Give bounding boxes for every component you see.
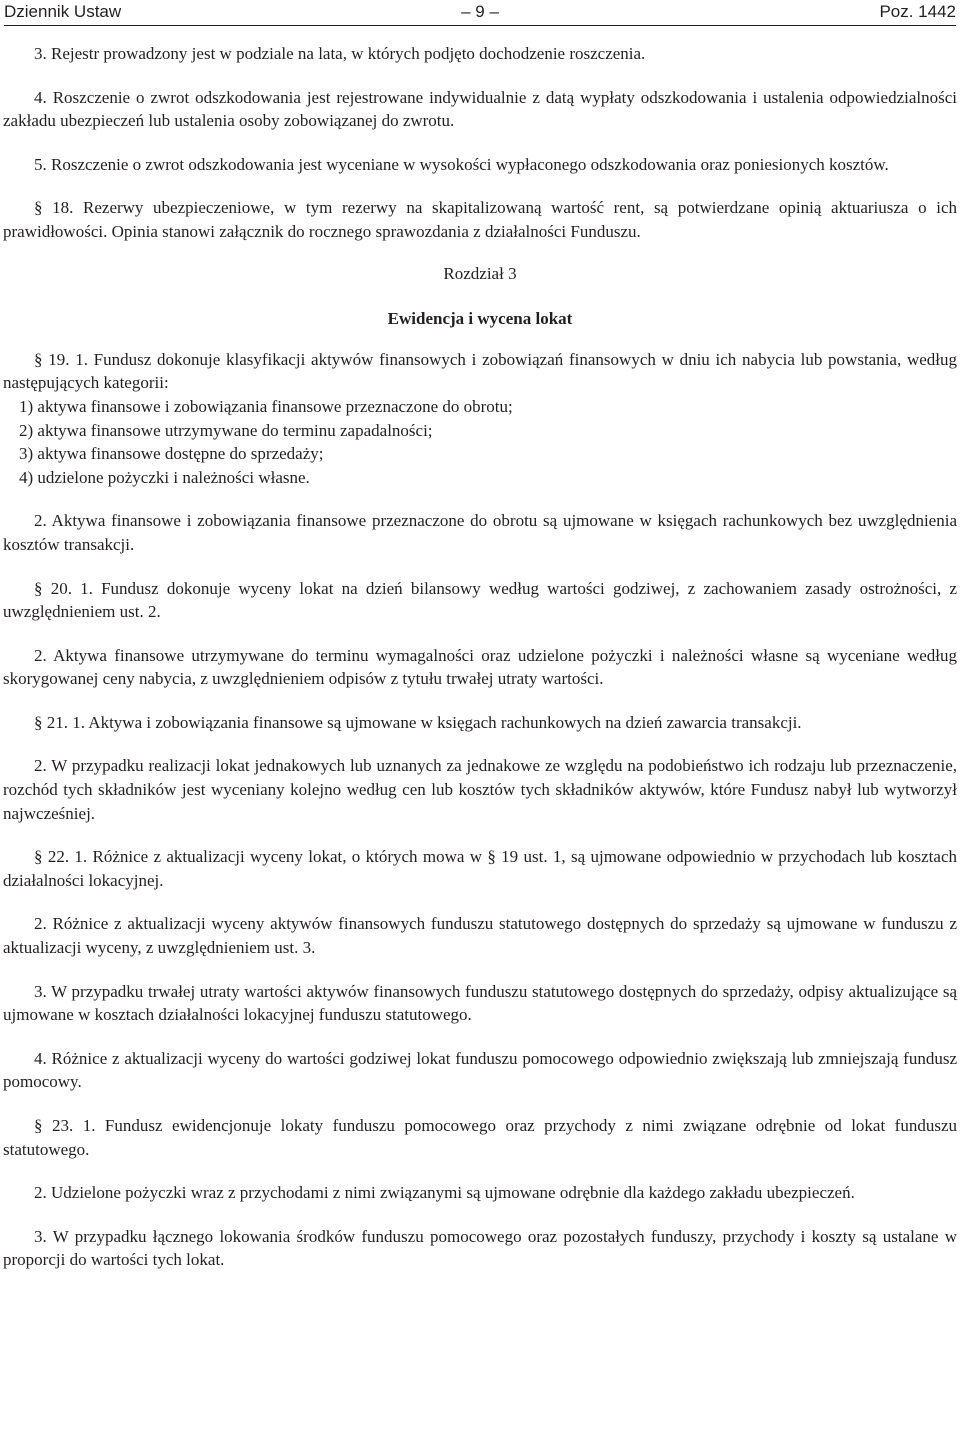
paragraph: 2. Aktywa finansowe i zobowiązania finansowe przeznaczone do obrotu są ujmowane w księgach rachunkowych bez uwzględnienia kosztów transakcji. xyxy=(3,511,957,554)
list-item: 1) aktywa finansowe i zobowiązania finansowe przeznaczone do obrotu; xyxy=(19,396,513,416)
paragraph: § 23. 1. Fundusz ewidencjonuje lokaty funduszu pomocowego oraz przychody z nimi związane odrębnie od lokat funduszu statutowego. xyxy=(3,1116,957,1159)
paragraph: § 18. Rezerwy ubezpieczeniowe, w tym rezerwy na skapitalizowaną wartość rent, są potwierdzane opinią aktuariusza o ich prawidłowości. Opinia stanowi załącznik do rocznego sprawozdania z działalności Funduszu. xyxy=(3,198,957,241)
page-number: – 9 – xyxy=(461,2,499,21)
header-rule xyxy=(4,25,956,26)
paragraph: 3. Rejestr prowadzony jest w podziale na lata, w których podjęto dochodzenie roszczenia. xyxy=(34,44,646,63)
paragraph: § 19. 1. Fundusz dokonuje klasyfikacji aktywów finansowych i zobowiązań finansowych w dniu ich nabycia lub powstania, według następujących kategorii: xyxy=(3,349,957,393)
paragraph: 4. Roszczenie o zwrot odszkodowania jest rejestrowane indywidualnie z datą wypłaty odszkodowania i ustalenia odpowiedzialności zakładu ubezpieczeń lub ustalenia osoby zobowiązanej do zwrotu. xyxy=(3,87,957,131)
paragraph: § 22. 1. Różnice z aktualizacji wyceny lokat, o których mowa w § 19 ust. 1, są ujmowane odpowiednio w przychodach lub kosztach działalności lokacyjnej. xyxy=(3,847,957,890)
paragraph: § 20. 1. Fundusz dokonuje wyceny lokat na dzień bilansowy według wartości godziwej, z zachowaniem zasady ostrożności, z uwzględnieniem ust. 2. xyxy=(3,578,957,622)
document-body xyxy=(3,42,957,1272)
list-item: 3) aktywa finansowe dostępne do sprzedaży; xyxy=(19,444,324,464)
paragraph: 3. W przypadku łącznego lokowania środków funduszu pomocowego oraz pozostałych funduszy, przychody i koszty są ustalane w proporcji do wartości tych lokat. xyxy=(3,1226,957,1270)
paragraph: 2. Aktywa finansowe utrzymywane do terminu wymagalności oraz udzielone pożyczki i należności własne są wyceniane według skorygowanej ceny nabycia, z uwzględnieniem odpisów z tytułu trwałej utraty wartości. xyxy=(3,645,957,689)
paragraph: 4. Różnice z aktualizacji wyceny do wartości godziwej lokat funduszu pomocowego odpowiednio zwiększają lub zmniejszają fundusz pomocowy. xyxy=(3,1048,957,1092)
paragraph: 3. W przypadku trwałej utraty wartości aktywów finansowych funduszu statutowego dostępnych do sprzedaży, odpisy aktualizujące są ujmowane w kosztach działalności lokacyjnej funduszu statutowego. xyxy=(3,981,957,1025)
paragraph: 2. W przypadku realizacji lokat jednakowych lub uznanych za jednakowe ze względu na podobieństwo ich rodzaju lub przeznaczenie, rozchód tych składników jest wyceniany kolejno według cen lub kosztów tych składników aktywów, które Fundusz nabył lub wytworzył najwcześniej. xyxy=(3,756,957,823)
journal-name: Dziennik Ustaw xyxy=(4,2,122,21)
chapter-number: Rozdział 3 xyxy=(443,263,517,283)
position-number: Poz. 1442 xyxy=(879,2,956,21)
chapter-title: Ewidencja i wycena lokat xyxy=(387,309,573,329)
list-item: 4) udzielone pożyczki i należności własne. xyxy=(19,467,310,487)
list-item: 2) aktywa finansowe utrzymywane do terminu zapadalności; xyxy=(19,420,433,440)
paragraph: 2. Różnice z aktualizacji wyceny aktywów finansowych funduszu statutowego dostępnych do sprzedaży są ujmowane w funduszu z aktualizacji wyceny, z uwzględnieniem ust. 3. xyxy=(3,914,957,958)
page-header xyxy=(4,0,956,26)
paragraph: 5. Roszczenie o zwrot odszkodowania jest wyceniane w wysokości wypłaconego odszkodowania oraz poniesionych kosztów. xyxy=(34,154,889,174)
paragraph: § 21. 1. Aktywa i zobowiązania finansowe są ujmowane w księgach rachunkowych na dzień zawarcia transakcji. xyxy=(34,712,802,732)
paragraph: 2. Udzielone pożyczki wraz z przychodami z nimi związanymi są ujmowane odrębnie dla każdego zakładu ubezpieczeń. xyxy=(34,1183,855,1203)
